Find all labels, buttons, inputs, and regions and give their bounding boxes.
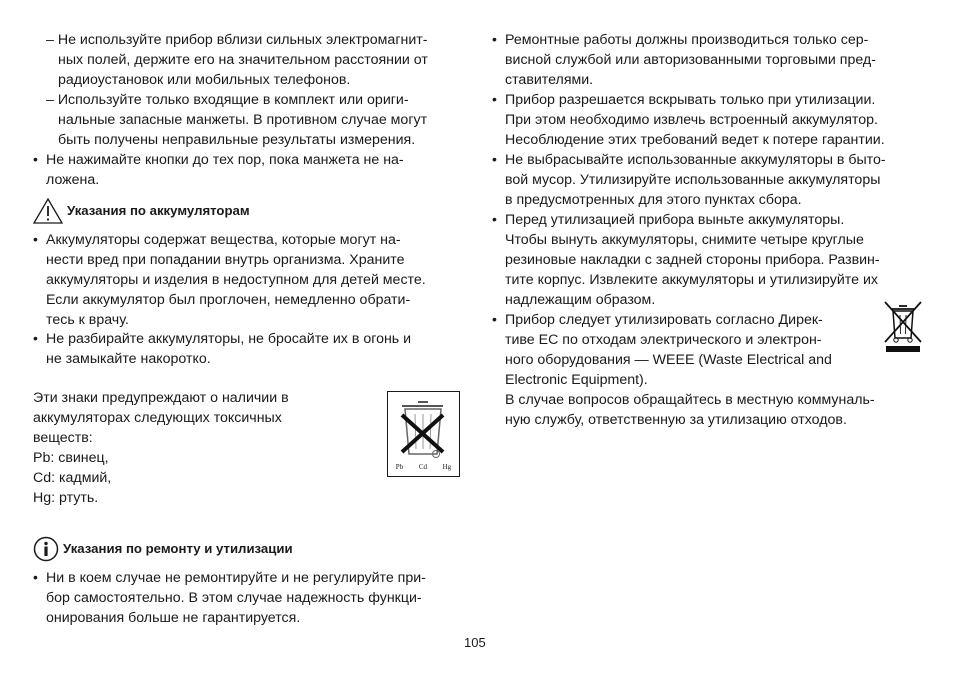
bullet-icon: • <box>33 151 38 167</box>
cadmium-symbol-label: Cd <box>418 463 427 471</box>
intro-line: быть получены неправильные результаты измерения. <box>58 132 416 148</box>
toxic-text: Cd: кадмий, <box>33 470 112 486</box>
toxic-text: веществ: <box>33 430 93 446</box>
bullet-text: онирования больше не гарантируется. <box>46 610 301 626</box>
bullet-text: надлежащим образом. <box>505 292 656 308</box>
mercury-symbol-label: Hg <box>442 463 452 471</box>
bullet-icon: • <box>492 91 497 107</box>
bullet-text: При этом необходимо извлечь встроенный аккумулятор. <box>505 112 878 128</box>
bullet-text: ложена. <box>46 172 100 188</box>
battery-disposal-symbol <box>387 391 460 477</box>
intro-line: ных полей, держите его на значительном расстоянии от <box>58 52 428 68</box>
toxic-text: Pb: свинец, <box>33 450 109 466</box>
bullet-text: висной службой или авторизованными торговыми пред- <box>505 52 876 68</box>
bullet-text: Перед утилизацией прибора выньте аккумуляторы. <box>505 212 845 228</box>
bullet-icon: • <box>33 231 38 247</box>
bullet-icon: • <box>492 311 497 327</box>
bullet-text: резиновые накладки с задней стороны прибора. Развин- <box>505 252 880 268</box>
bullet-text: аккумуляторы и изделия в недоступном для детей месте. <box>46 272 426 288</box>
bullet-text: вой мусор. Утилизируйте использованные аккумуляторы <box>505 172 881 188</box>
bullet-text: Не разбирайте аккумуляторы, не бросайте их в огонь и <box>46 331 412 347</box>
bullet-text: ного оборудования — WEEE (Waste Electrical and <box>505 352 832 368</box>
bullet-text: Ни в коем случае не ремонтируйте и не регулируйте при- <box>46 570 426 586</box>
bullet-icon: • <box>492 31 497 47</box>
info-icon <box>33 536 59 562</box>
bullet-text: ставителями. <box>505 72 594 88</box>
page-number: 105 <box>464 635 486 650</box>
intro-line: нальные запасные манжеты. В противном случае могут <box>58 112 428 128</box>
bullet-text: Не выбрасывайте использованные аккумуляторы в быто- <box>505 152 886 168</box>
intro-line: – Не используйте прибор вблизи сильных электромагнит- <box>46 32 428 48</box>
toxic-text: аккумуляторах следующих токсичных <box>33 410 282 426</box>
bullet-text: Прибор разрешается вскрывать только при утилизации. <box>505 92 876 108</box>
bullet-text: Аккумуляторы содержат вещества, которые могут на- <box>46 232 401 248</box>
bullet-icon: • <box>33 569 38 585</box>
bullet-text: тесь к врачу. <box>46 312 129 328</box>
bullet-icon: • <box>492 211 497 227</box>
bullet-text: В случае вопросов обращайтесь в местную коммуналь- <box>505 392 875 408</box>
bullet-text: нести вред при попадании внутрь организма. Храните <box>46 252 405 268</box>
bullet-text: бор самостоятельно. В этом случае надежность функци- <box>46 590 422 606</box>
weee-bin-icon <box>883 300 923 354</box>
bullet-text: в предусмотренных для этого пунктах сбора. <box>505 192 802 208</box>
toxic-text: Hg: ртуть. <box>33 490 99 506</box>
bullet-text: Прибор следует утилизировать согласно Дирек- <box>505 312 823 328</box>
bullet-text: тите корпус. Извлеките аккумуляторы и утилизируйте их <box>505 272 878 288</box>
bullet-text: ную службу, ответственную за утилизацию отходов. <box>505 412 847 428</box>
bullet-text: не замыкайте накоротко. <box>46 351 211 367</box>
repair-heading: Указания по ремонту и утилизации <box>63 541 293 556</box>
intro-line: – Используйте только входящие в комплект или ориги- <box>46 92 409 108</box>
warning-triangle-icon <box>33 198 63 224</box>
intro-line: радиоустановок или мобильных телефонов. <box>58 72 351 88</box>
toxic-text: Эти знаки предупреждают о наличии в <box>33 390 289 406</box>
bullet-text: Если аккумулятор был проглочен, немедленно обрати- <box>46 292 411 308</box>
bullet-icon: • <box>33 330 38 346</box>
bullet-text: тиве ЕС по отходам электрического и электрон- <box>505 332 822 348</box>
lead-symbol-label: Pb <box>395 463 404 471</box>
battery-heading: Указания по аккумуляторам <box>67 203 250 218</box>
bullet-text: Electronic Equipment). <box>505 372 648 388</box>
bullet-text: Несоблюдение этих требований ведет к потере гарантии. <box>505 132 885 148</box>
bullet-text: Чтобы вынуть аккумуляторы, снимите четыре круглые <box>505 232 864 248</box>
bullet-icon: • <box>492 151 497 167</box>
bullet-text: Не нажимайте кнопки до тех пор, пока манжета не на- <box>46 152 404 168</box>
bullet-text: Ремонтные работы должны производиться только сер- <box>505 32 869 48</box>
